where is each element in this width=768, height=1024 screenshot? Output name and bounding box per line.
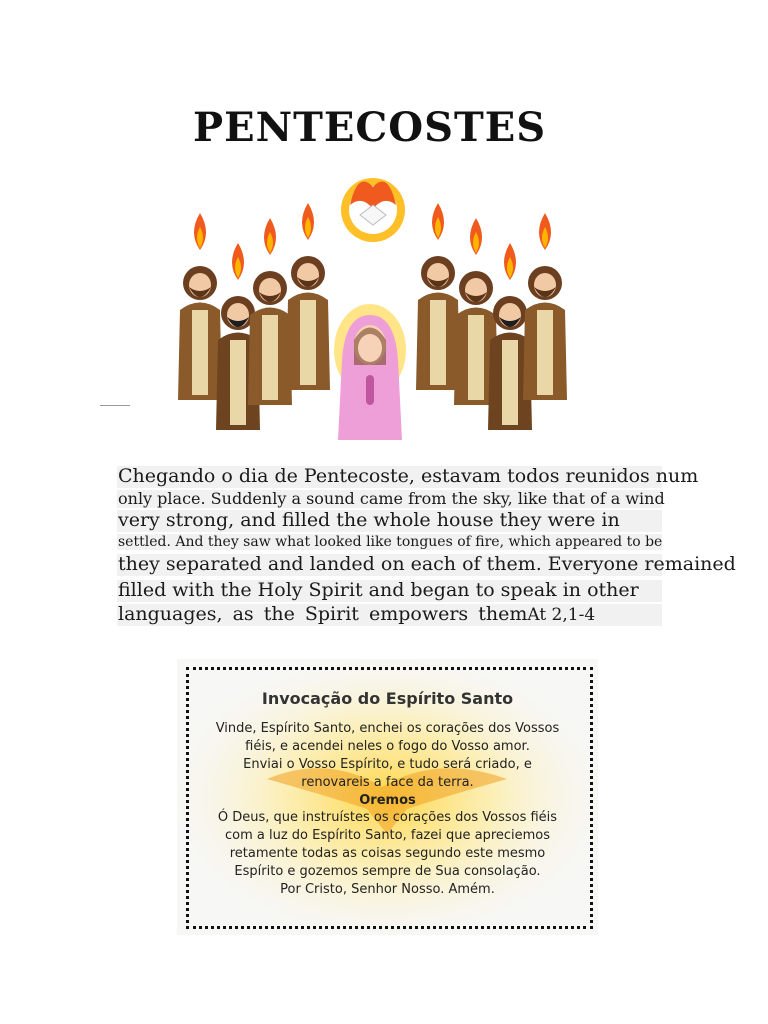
prayer-card [177,659,598,935]
apostle-figure [416,203,460,390]
prayer-line: Vinde, Espírito Santo, enchei os corações dos Vossos [215,721,560,736]
prayer-title: Invocação do Espírito Santo [261,689,514,708]
passage-line [117,604,662,626]
prayer-line: fiéis, e acendei neles o fogo do Vosso amor. [245,739,530,754]
passage-line: filled with the Holy Spirit and began to speak in other [117,580,662,602]
scripture-passage [117,465,736,628]
prayer-line: Por Cristo, Senhor Nosso. Amém. [280,882,495,897]
passage-line: only place. Suddenly a sound came from the sky, like that of a wind [118,488,665,508]
passage-line: they separated and landed on each of them. Everyone remained [118,553,736,576]
mary-figure [334,304,406,440]
oremos-heading: Oremos [359,793,416,808]
prayer-line: com a luz do Espírito Santo, fazei que apreciemos [224,828,551,843]
prayer-line: Espírito e gozemos sempre de Sua consolação. [234,864,541,879]
holy-spirit-dove-icon [341,178,405,242]
passage-line: very strong, and filled the whole house they were in [117,510,662,532]
page-title: PENTECOSTES [193,104,547,151]
prayer-line: Ó Deus, que instruístes os corações dos Vossos fiéis [217,810,558,825]
passage-last-text: languages, as the Spirit empowers them [118,602,528,625]
scripture-reference: At 2,1-4 [527,604,596,625]
prayer-line: renovareis a face da terra. [301,775,474,790]
apostle-figure [178,213,222,400]
divider-line [100,405,130,406]
prayer-line: Enviai o Vosso Espírito, e tudo será criado, e [243,757,532,772]
apostle-figure [286,203,330,390]
apostle-figure [523,213,567,400]
pentecost-illustration [170,165,590,455]
passage-line: Chegando o dia de Pentecoste, estavam todos reunidos num [118,465,699,487]
prayer-line: retamente todas as coisas segundo este mesmo [229,846,546,861]
prayer-text [187,659,588,899]
passage-line: settled. And they saw what looked like tongues of fire, which appeared to be [118,534,663,551]
